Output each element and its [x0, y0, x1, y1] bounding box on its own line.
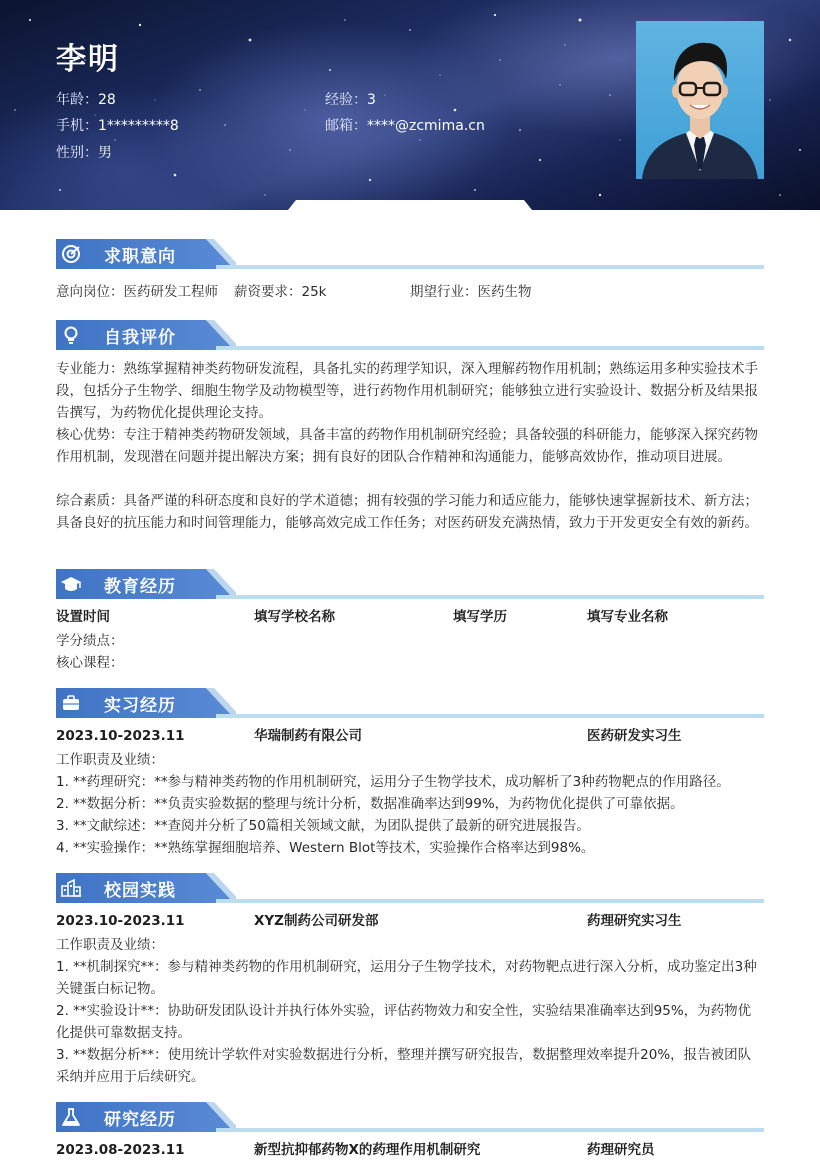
internship-company: 华瑞制药有限公司: [254, 728, 362, 744]
section-underline: [216, 346, 764, 350]
section-underline: [216, 595, 764, 599]
experience-value: 3: [367, 92, 376, 108]
research-role: 药理研究员: [587, 1142, 655, 1158]
gender-field: [56, 142, 112, 162]
research-project: 新型抗抑郁药物X的药理作用机制研究: [254, 1142, 481, 1158]
email-value: ****@zcmima.cn: [367, 118, 485, 134]
self-eval-qualities: 综合素质：具备严谨的科研态度和良好的学术道德；拥有较强的学习能力和适应能力，能够快速掌握新技术、新方法；具备良好的抗压能力和时间管理能力，能够高效完成工作任务；对医药研发充满热情，致力于开发更安全有效的新药。: [56, 493, 758, 531]
age-field: [56, 89, 116, 109]
internship-item: 3. **文献综述：**查阅并分析了50篇相关领域文献，为团队提供了最新的研究进展报告。: [56, 818, 590, 834]
section-campus-practice: [56, 873, 764, 905]
age-label: 年龄：: [56, 92, 98, 108]
candidate-name: 李明: [56, 42, 120, 77]
header-notch-decoration: [288, 200, 532, 210]
phone-label: 手机：: [56, 118, 98, 134]
section-underline: [216, 265, 764, 269]
email-label: 邮箱：: [325, 118, 367, 134]
education-school: 填写学校名称: [254, 609, 335, 625]
header-banner: [0, 0, 820, 210]
school-building-icon: [60, 877, 82, 899]
section-underline: [216, 714, 764, 718]
education-courses: 核心课程：: [56, 655, 124, 671]
section-title: 校园实践: [104, 881, 176, 901]
education-major: 填写专业名称: [587, 609, 668, 625]
internship-role: 医药研发实习生: [587, 728, 682, 744]
internship-item: 1. **药理研究：**参与精神类药物的作用机制研究，运用分子生物学技术，成功解析了3种药物靶点的作用路径。: [56, 774, 730, 790]
flask-icon: [60, 1106, 82, 1128]
section-research: [56, 1102, 764, 1134]
research-time: 2023.08-2023.11: [56, 1142, 185, 1158]
phone-value: 1*********8: [98, 118, 179, 134]
education-gpa: 学分绩点：: [56, 633, 124, 649]
self-eval-professional: 专业能力：熟练掌握精神类药物研发流程，具备扎实的药理学知识，深入理解药物作用机制；熟练运用多种实验技术手段，包括分子生物学、细胞生物学及动物模型等，进行药物作用机制研究；能够独立进行实验设计、数据分析及结果报告撰写，为药物优化提供理论支持。: [56, 361, 758, 421]
research-header-row: [56, 1139, 764, 1160]
campus-duty-label: 工作职责及业绩：: [56, 937, 164, 953]
internship-header-row: [56, 725, 764, 747]
section-underline: [216, 1128, 764, 1132]
education-time: 设置时间: [56, 609, 110, 625]
campus-item: 1. **机制探究**：参与精神类药物的作用机制研究，运用分子生物学技术，对药物靶点进行深入分析，成功鉴定出3种关键蛋白标记物。: [56, 959, 757, 997]
section-job-intent: [56, 239, 764, 271]
section-title: 求职意向: [104, 247, 176, 267]
section-education: [56, 569, 764, 601]
lightbulb-icon: [60, 324, 82, 346]
section-title: 研究经历: [104, 1110, 176, 1130]
self-eval-strengths: 核心优势：专注于精神类药物研发领域，具备丰富的药物作用机制研究经验；具备较强的科研能力，能够深入探究药物作用机制，发现潜在问题并提出解决方案；拥有良好的团队合作精神和沟通能力，能够高效协作，推动项目进展。: [56, 427, 758, 465]
graduation-cap-icon: [60, 573, 82, 595]
section-internship: [56, 688, 764, 720]
campus-role: 药理研究实习生: [587, 913, 682, 929]
section-title: 教育经历: [104, 577, 176, 597]
job-intent-row: [56, 281, 764, 303]
gender-value: 男: [98, 145, 112, 161]
briefcase-icon: [60, 692, 82, 714]
campus-time: 2023.10-2023.11: [56, 913, 185, 929]
section-title: 自我评价: [104, 328, 176, 348]
avatar-illustration: [636, 21, 764, 179]
experience-label: 经验：: [325, 92, 367, 108]
campus-header-row: [56, 910, 764, 932]
internship-item: 4. **实验操作：**熟练掌握细胞培养、Western Blot等技术，实验操作合格率达到98%。: [56, 840, 595, 856]
email-field: [325, 115, 485, 135]
intent-salary: 薪资要求：25k: [234, 284, 327, 300]
section-title: 实习经历: [104, 696, 176, 716]
education-degree: 填写学历: [453, 609, 507, 625]
campus-item: 3. **数据分析**：使用统计学软件对实验数据进行分析，整理并撰写研究报告，数据整理效率提升20%，报告被团队采纳并应用于后续研究。: [56, 1047, 752, 1085]
section-underline: [216, 899, 764, 903]
experience-field: [325, 89, 376, 109]
phone-field: [56, 115, 179, 135]
internship-duty-label: 工作职责及业绩：: [56, 752, 164, 768]
intent-position: 意向岗位：医药研发工程师: [56, 284, 218, 300]
section-self-evaluation: [56, 320, 764, 352]
profile-photo: [636, 21, 764, 179]
campus-item: 2. **实验设计**：协助研发团队设计并执行体外实验，评估药物效力和安全性，实验结果准确率达到95%，为药物优化提供可靠数据支持。: [56, 1003, 752, 1041]
internship-time: 2023.10-2023.11: [56, 728, 185, 744]
intent-industry: 期望行业：医药生物: [410, 284, 532, 300]
gender-label: 性别：: [56, 145, 98, 161]
target-icon: [60, 243, 82, 265]
age-value: 28: [98, 92, 116, 108]
internship-item: 2. **数据分析：**负责实验数据的整理与统计分析，数据准确率达到99%，为药物优化提供了可靠依据。: [56, 796, 684, 812]
education-row: [56, 606, 764, 628]
campus-organization: XYZ制药公司研发部: [254, 913, 379, 929]
